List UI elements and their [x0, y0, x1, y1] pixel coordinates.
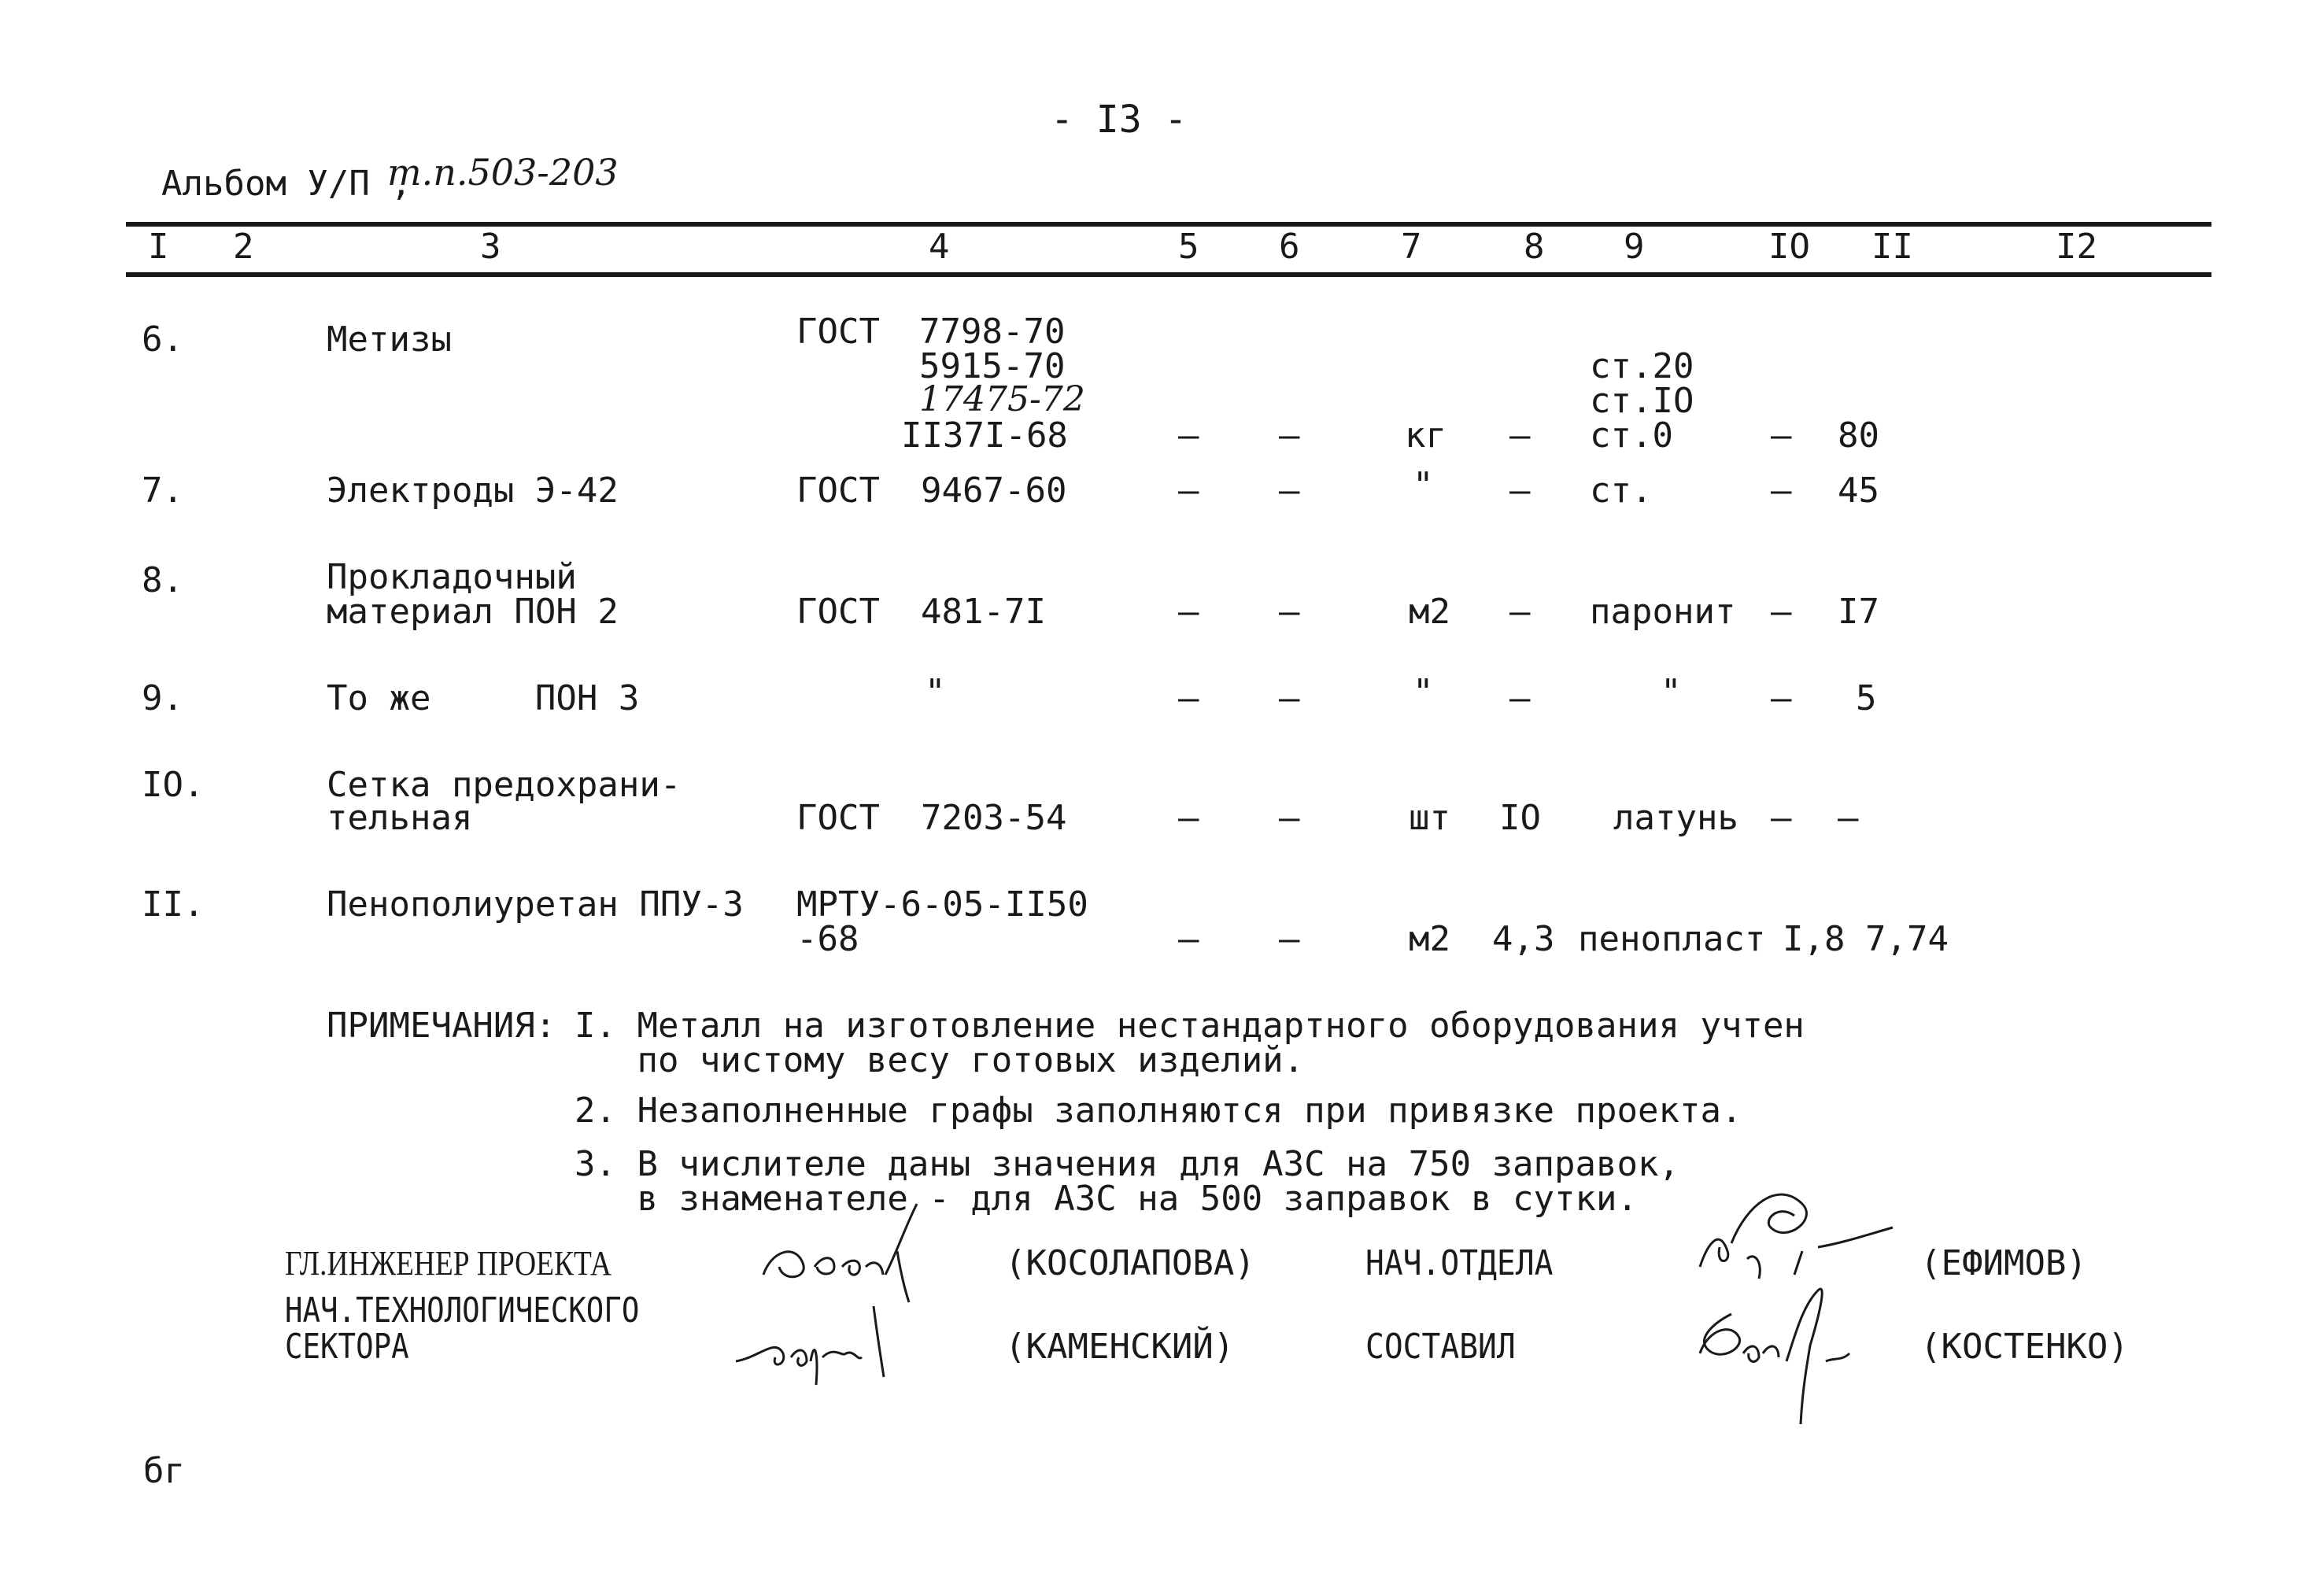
col-header: 5 — [1178, 227, 1199, 267]
cell-unit: " — [1413, 465, 1434, 505]
cell-quantity: I7 — [1838, 592, 1879, 632]
cell-material: ст.20 — [1590, 346, 1694, 386]
cell-8: IO — [1499, 798, 1541, 838]
cell-10: – — [1771, 592, 1792, 632]
cell-material: пенопласт — [1578, 919, 1766, 959]
cell-unit: " — [1413, 672, 1434, 712]
cell-6: – — [1279, 798, 1300, 838]
row-name: тельная — [327, 798, 473, 838]
cell-6: – — [1279, 592, 1300, 632]
cell-quantity: 5 — [1856, 678, 1877, 718]
row-code: МРТУ-6-05-II50 — [796, 884, 1088, 925]
cell-8: – — [1509, 678, 1531, 718]
row-standard: ГОСТ — [796, 312, 880, 352]
footer-mark: бг — [143, 1451, 185, 1491]
row-number: IO. — [142, 765, 205, 805]
cell-5: – — [1178, 798, 1199, 838]
row-code: II37I-68 — [901, 415, 1068, 456]
row-code: -68 — [796, 919, 859, 959]
row-code: 17475-72 — [919, 379, 1085, 419]
cell-8: 4,3 — [1492, 919, 1555, 959]
cell-10: – — [1771, 678, 1792, 718]
cell-8: – — [1509, 415, 1531, 456]
row-code: 481-7I — [921, 592, 1046, 632]
cell-quantity: 7,74 — [1865, 919, 1949, 959]
cell-5: – — [1178, 919, 1199, 959]
col-header: 3 — [480, 227, 501, 267]
compiled-name: (КОСТЕНКО) — [1920, 1327, 2129, 1367]
col-header: I — [148, 227, 169, 267]
col-header: 6 — [1279, 227, 1300, 267]
col-header: 2 — [233, 227, 254, 267]
album-prefix: Альбом У/П , — [161, 164, 412, 204]
cell-unit: кг — [1405, 415, 1446, 456]
head-tech-title: СЕКТОРА — [285, 1327, 409, 1367]
col-header: 4 — [929, 227, 950, 267]
note-line: в знаменателе - для АЗС на 500 заправок в сутки. — [575, 1179, 1639, 1219]
row-number: 6. — [142, 319, 183, 360]
row-standard: ГОСТ — [796, 798, 880, 838]
cell-6: – — [1279, 415, 1300, 456]
page-number: - I3 - — [1051, 98, 1188, 142]
note-line: I. Металл на изготовление нестандартного оборудования учтен — [575, 1006, 1805, 1046]
row-code: 7203-54 — [921, 798, 1067, 838]
cell-5: – — [1178, 592, 1199, 632]
row-number: 9. — [142, 678, 183, 718]
row-code: 9467-60 — [921, 471, 1067, 511]
row-name: Сетка предохрани- — [327, 765, 682, 805]
cell-8: – — [1509, 471, 1531, 511]
note-line: 2. Незаполненные графы заполняются при привязке проекта. — [575, 1091, 1742, 1131]
cell-material: паронит — [1590, 592, 1736, 632]
head-dept-name: (ЕФИМОВ) — [1920, 1243, 2087, 1283]
signature-kamensky — [728, 1290, 933, 1393]
row-number: 7. — [142, 471, 183, 511]
cell-quantity: 80 — [1838, 415, 1879, 456]
cell-unit: м2 — [1409, 919, 1450, 959]
col-header: 7 — [1401, 227, 1422, 267]
row-name: То же ПОН 3 — [327, 678, 640, 718]
row-number: II. — [142, 884, 205, 925]
col-header: IO — [1768, 227, 1810, 267]
cell-5: – — [1178, 415, 1199, 456]
cell-8: – — [1509, 592, 1531, 632]
cell-6: – — [1279, 471, 1300, 511]
cell-material: " — [1661, 672, 1682, 712]
cell-10: – — [1771, 471, 1792, 511]
col-header: I2 — [2056, 227, 2097, 267]
row-number: 8. — [142, 560, 183, 600]
cell-material: ст. — [1590, 471, 1653, 511]
cell-6: – — [1279, 678, 1300, 718]
row-name: материал ПОН 2 — [327, 592, 619, 632]
chief-engineer-title: ГЛ.ИНЖЕНЕР ПРОЕКТА — [285, 1244, 611, 1283]
head-tech-name: (КАМЕНСКИЙ) — [1005, 1327, 1235, 1367]
head-dept-title: НАЧ.ОТДЕЛА — [1365, 1243, 1554, 1283]
chief-engineer-name: (КОСОЛАПОВА) — [1005, 1243, 1255, 1283]
col-header: 9 — [1624, 227, 1645, 267]
row-standard: ГОСТ — [796, 471, 880, 511]
cell-material: ст.IO — [1590, 381, 1694, 421]
row-code: 5915-70 — [919, 346, 1066, 386]
note-line: 3. В числителе даны значения для АЗС на 750 заправок, — [575, 1144, 1679, 1184]
cell-5: – — [1178, 678, 1199, 718]
row-name: Пенополиуретан ППУ-3 — [327, 884, 744, 925]
row-name: Метизы — [327, 319, 452, 360]
cell-6: – — [1279, 919, 1300, 959]
album-number: т.п.503-203 — [387, 151, 619, 194]
cell-quantity: 45 — [1838, 471, 1879, 511]
header-bottom-rule — [126, 272, 2211, 277]
signature-kosolapova — [748, 1188, 952, 1306]
row-code: " — [925, 672, 946, 712]
row-name: Электроды Э-42 — [327, 471, 619, 511]
signature-kostenko — [1684, 1275, 1889, 1432]
notes-label: ПРИМЕЧАНИЯ: — [327, 1006, 556, 1046]
cell-unit: м2 — [1409, 592, 1450, 632]
col-header: 8 — [1524, 227, 1545, 267]
compiled-title: СОСТАВИЛ — [1365, 1327, 1516, 1367]
note-line: по чистому весу готовых изделий. — [575, 1040, 1305, 1080]
cell-material: ст.0 — [1590, 415, 1673, 456]
cell-material: латунь — [1613, 798, 1738, 838]
cell-quantity: – — [1838, 798, 1859, 838]
head-tech-title: НАЧ.ТЕХНОЛОГИЧЕСКОГО — [285, 1290, 640, 1331]
cell-10: – — [1771, 415, 1792, 456]
col-header: II — [1871, 227, 1913, 267]
cell-5: – — [1178, 471, 1199, 511]
cell-10: I,8 — [1783, 919, 1846, 959]
cell-unit: шт — [1409, 798, 1450, 838]
cell-10: – — [1771, 798, 1792, 838]
row-name: Прокладочный — [327, 557, 577, 597]
row-code: 7798-70 — [919, 312, 1066, 352]
row-standard: ГОСТ — [796, 592, 880, 632]
